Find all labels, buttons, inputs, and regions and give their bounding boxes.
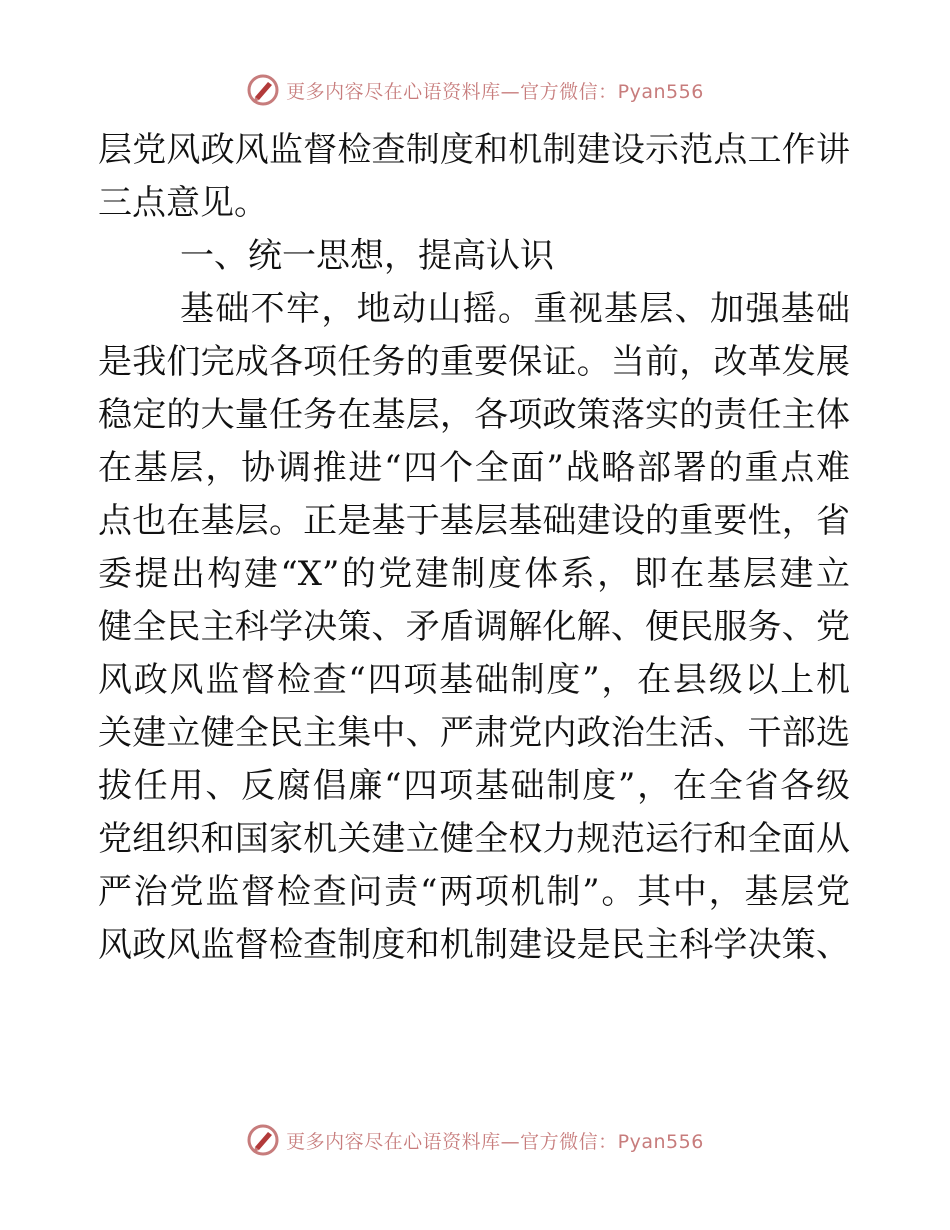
text-line: 点也在基层。正是基于基层基础建设的重要性，省: [98, 501, 850, 541]
logo-icon: [246, 73, 280, 107]
text-line: 风政风监督检查“四项基础制度”，在县级以上机: [98, 660, 850, 700]
text-line: 三点意见。: [98, 183, 268, 223]
text-line: 党组织和国家机关建立健全权力规范运行和全面从: [98, 819, 850, 859]
text-line: 层党风政风监督检查制度和机制建设示范点工作讲: [98, 130, 850, 170]
watermark-header: [0, 70, 950, 110]
text-line: 在基层，协调推进“四个全面”战略部署的重点难: [98, 448, 850, 488]
text-line: 关建立健全民主集中、严肃党内政治生活、干部选: [98, 713, 850, 753]
text-line: 委提出构建“X”的党建制度体系，即在基层建立: [98, 554, 850, 594]
text-line: 是我们完成各项任务的重要保证。当前，改革发展: [98, 342, 850, 382]
text-line: 拔任用、反腐倡廉“四项基础制度”，在全省各级: [98, 766, 850, 806]
document-body: [98, 124, 850, 972]
text-line: 严治党监督检查问责“两项机制”。其中，基层党: [98, 872, 850, 912]
text-line: 稳定的大量任务在基层，各项政策落实的责任主体: [98, 395, 850, 435]
watermark-text: 更多内容尽在心语资料库—官方微信：Pyan556: [286, 1130, 704, 1153]
text-line: 基础不牢，地动山摇。重视基层、加强基础: [180, 289, 850, 329]
text-line: 健全民主科学决策、矛盾调解化解、便民服务、党: [98, 607, 850, 647]
text-line: 风政风监督检查制度和机制建设是民主科学决策、: [98, 925, 850, 965]
section-heading: 一、统一思想，提高认识: [180, 236, 554, 276]
logo-icon: [246, 1123, 280, 1157]
watermark-text: 更多内容尽在心语资料库—官方微信：Pyan556: [286, 80, 704, 103]
watermark-footer: [0, 1120, 950, 1160]
